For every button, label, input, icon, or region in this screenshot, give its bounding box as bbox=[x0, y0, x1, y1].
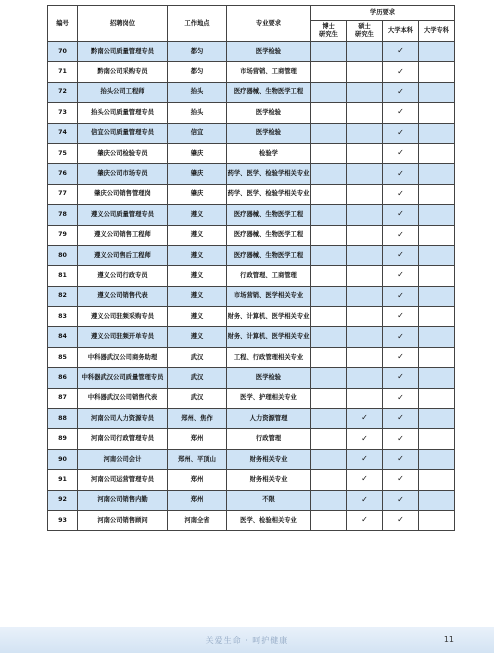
table-row bbox=[48, 103, 455, 123]
table-row bbox=[48, 307, 455, 327]
row-major: 检验学 bbox=[227, 143, 311, 163]
row-num: 92 bbox=[48, 490, 78, 510]
row-position: 中科器武汉公司销售代表 bbox=[78, 388, 168, 408]
row-major: 财务、计算机、医学相关专业 bbox=[227, 327, 311, 347]
table-row bbox=[48, 123, 455, 143]
edu-college-cell bbox=[419, 266, 455, 286]
row-location: 遵义 bbox=[168, 225, 227, 245]
table-row bbox=[48, 388, 455, 408]
check-icon: ✓ bbox=[361, 454, 368, 463]
recruitment-table-container bbox=[47, 5, 454, 531]
row-location: 遵义 bbox=[168, 286, 227, 306]
row-num: 76 bbox=[48, 164, 78, 184]
edu-college-cell bbox=[419, 42, 455, 62]
row-position: 抬头公司质量管理专员 bbox=[78, 103, 168, 123]
row-num: 88 bbox=[48, 409, 78, 429]
edu-phd-cell bbox=[311, 225, 347, 245]
header-num: 编号 bbox=[48, 6, 78, 42]
edu-phd-cell bbox=[311, 286, 347, 306]
header-education: 学历要求 bbox=[311, 6, 455, 21]
check-icon: ✓ bbox=[397, 188, 404, 198]
edu-phd-cell bbox=[311, 62, 347, 82]
row-position: 遵义公司销售代表 bbox=[78, 286, 168, 306]
edu-bachelor-cell bbox=[383, 368, 419, 388]
check-icon: ✓ bbox=[397, 209, 404, 219]
row-position: 黔南公司质量管理专员 bbox=[78, 42, 168, 62]
edu-master-cell bbox=[347, 429, 383, 449]
table-row bbox=[48, 347, 455, 367]
edu-college-cell bbox=[419, 409, 455, 429]
row-location: 都匀 bbox=[168, 42, 227, 62]
edu-master-cell bbox=[347, 205, 383, 225]
check-icon: ✓ bbox=[397, 229, 404, 239]
check-icon: ✓ bbox=[397, 168, 404, 178]
edu-master-cell bbox=[347, 347, 383, 367]
row-position: 中科器武汉公司商务助理 bbox=[78, 347, 168, 367]
row-num: 78 bbox=[48, 205, 78, 225]
row-location: 抬头 bbox=[168, 82, 227, 102]
table-row bbox=[48, 510, 455, 530]
table-row bbox=[48, 449, 455, 469]
edu-bachelor-cell bbox=[383, 409, 419, 429]
edu-master-cell bbox=[347, 103, 383, 123]
row-location: 武汉 bbox=[168, 388, 227, 408]
row-num: 74 bbox=[48, 123, 78, 143]
table-row bbox=[48, 490, 455, 510]
edu-college-cell bbox=[419, 123, 455, 143]
row-location: 遵义 bbox=[168, 245, 227, 265]
edu-college-cell bbox=[419, 368, 455, 388]
row-position: 遵义公司驻频采购专员 bbox=[78, 307, 168, 327]
check-icon: ✓ bbox=[397, 474, 404, 484]
edu-master-cell bbox=[347, 510, 383, 530]
table-row bbox=[48, 143, 455, 163]
table-row bbox=[48, 368, 455, 388]
row-major: 医学、护理相关专业 bbox=[227, 388, 311, 408]
row-num: 73 bbox=[48, 103, 78, 123]
row-position: 黔南公司采购专员 bbox=[78, 62, 168, 82]
header-major: 专业要求 bbox=[227, 6, 311, 42]
row-location: 武汉 bbox=[168, 368, 227, 388]
row-position: 信宜公司质量管理专员 bbox=[78, 123, 168, 143]
row-num: 83 bbox=[48, 307, 78, 327]
check-icon: ✓ bbox=[361, 474, 368, 484]
edu-phd-cell bbox=[311, 164, 347, 184]
check-icon: ✓ bbox=[361, 433, 368, 443]
edu-master-cell bbox=[347, 245, 383, 265]
edu-bachelor-cell bbox=[383, 490, 419, 510]
edu-college-cell bbox=[419, 103, 455, 123]
check-icon: ✓ bbox=[397, 290, 404, 300]
edu-college-cell bbox=[419, 225, 455, 245]
edu-college-cell bbox=[419, 184, 455, 204]
row-num: 79 bbox=[48, 225, 78, 245]
table-row bbox=[48, 286, 455, 306]
row-num: 89 bbox=[48, 429, 78, 449]
edu-phd-cell bbox=[311, 449, 347, 469]
row-major: 行政管理、工商管理 bbox=[227, 266, 311, 286]
row-major: 财务相关专业 bbox=[227, 449, 311, 469]
row-num: 77 bbox=[48, 184, 78, 204]
row-location: 遵义 bbox=[168, 307, 227, 327]
edu-bachelor-cell bbox=[383, 82, 419, 102]
edu-bachelor-cell bbox=[383, 510, 419, 530]
row-position: 中科器武汉公司质量管理专员 bbox=[78, 368, 168, 388]
header-edu-bachelor: 大学本科 bbox=[383, 21, 419, 42]
check-icon: ✓ bbox=[397, 454, 404, 463]
table-row bbox=[48, 409, 455, 429]
edu-phd-cell bbox=[311, 42, 347, 62]
edu-phd-cell bbox=[311, 510, 347, 530]
edu-bachelor-cell bbox=[383, 123, 419, 143]
row-major: 工程、行政管理相关专业 bbox=[227, 347, 311, 367]
check-icon: ✓ bbox=[397, 86, 404, 96]
row-location: 信宜 bbox=[168, 123, 227, 143]
row-location: 遵义 bbox=[168, 266, 227, 286]
row-location: 肇庆 bbox=[168, 143, 227, 163]
row-major: 市场营销、工商管理 bbox=[227, 62, 311, 82]
edu-phd-cell bbox=[311, 409, 347, 429]
check-icon: ✓ bbox=[397, 66, 404, 76]
edu-college-cell bbox=[419, 490, 455, 510]
edu-master-cell bbox=[347, 449, 383, 469]
row-location: 抬头 bbox=[168, 103, 227, 123]
edu-bachelor-cell bbox=[383, 103, 419, 123]
check-icon: ✓ bbox=[361, 413, 368, 423]
row-major: 医疗器械、生物医学工程 bbox=[227, 205, 311, 225]
table-row bbox=[48, 42, 455, 62]
row-num: 85 bbox=[48, 347, 78, 367]
check-icon: ✓ bbox=[397, 148, 404, 158]
row-location: 肇庆 bbox=[168, 164, 227, 184]
row-num: 93 bbox=[48, 510, 78, 530]
row-position: 肇庆公司检验专员 bbox=[78, 143, 168, 163]
row-major: 药学、医学、检验学相关专业 bbox=[227, 184, 311, 204]
row-position: 遵义公司行政专员 bbox=[78, 266, 168, 286]
row-position: 抬头公司工程师 bbox=[78, 82, 168, 102]
row-major: 医学检验 bbox=[227, 42, 311, 62]
edu-college-cell bbox=[419, 510, 455, 530]
edu-master-cell bbox=[347, 286, 383, 306]
edu-college-cell bbox=[419, 62, 455, 82]
edu-phd-cell bbox=[311, 143, 347, 163]
edu-master-cell bbox=[347, 470, 383, 490]
edu-bachelor-cell bbox=[383, 470, 419, 490]
row-location: 郑州 bbox=[168, 429, 227, 449]
edu-bachelor-cell bbox=[383, 347, 419, 367]
edu-master-cell bbox=[347, 82, 383, 102]
edu-master-cell bbox=[347, 409, 383, 429]
table-row bbox=[48, 245, 455, 265]
edu-bachelor-cell bbox=[383, 429, 419, 449]
edu-college-cell bbox=[419, 164, 455, 184]
row-position: 河南公司运营管理专员 bbox=[78, 470, 168, 490]
edu-master-cell bbox=[347, 42, 383, 62]
row-location: 遵义 bbox=[168, 205, 227, 225]
check-icon: ✓ bbox=[361, 494, 368, 504]
row-num: 82 bbox=[48, 286, 78, 306]
row-major: 市场营销、医学相关专业 bbox=[227, 286, 311, 306]
edu-bachelor-cell bbox=[383, 307, 419, 327]
row-num: 75 bbox=[48, 143, 78, 163]
edu-master-cell bbox=[347, 327, 383, 347]
edu-phd-cell bbox=[311, 429, 347, 449]
check-icon: ✓ bbox=[361, 515, 368, 525]
row-major: 财务、计算机、医学相关专业 bbox=[227, 307, 311, 327]
table-row bbox=[48, 470, 455, 490]
table-row bbox=[48, 205, 455, 225]
row-major: 行政管理 bbox=[227, 429, 311, 449]
check-icon: ✓ bbox=[397, 270, 404, 280]
row-major: 医疗器械、生物医学工程 bbox=[227, 245, 311, 265]
edu-master-cell bbox=[347, 164, 383, 184]
row-position: 河南公司人力资源专员 bbox=[78, 409, 168, 429]
row-major: 不限 bbox=[227, 490, 311, 510]
row-major: 医学检验 bbox=[227, 103, 311, 123]
edu-college-cell bbox=[419, 143, 455, 163]
row-location: 遵义 bbox=[168, 327, 227, 347]
edu-phd-cell bbox=[311, 82, 347, 102]
edu-phd-cell bbox=[311, 327, 347, 347]
edu-bachelor-cell bbox=[383, 205, 419, 225]
row-num: 71 bbox=[48, 62, 78, 82]
edu-phd-cell bbox=[311, 123, 347, 143]
footer-slogan: 关爱生命 · 呵护健康 bbox=[205, 636, 289, 645]
edu-bachelor-cell bbox=[383, 266, 419, 286]
edu-college-cell bbox=[419, 205, 455, 225]
page-footer bbox=[0, 627, 494, 653]
edu-master-cell bbox=[347, 490, 383, 510]
edu-college-cell bbox=[419, 307, 455, 327]
check-icon: ✓ bbox=[397, 352, 404, 362]
edu-phd-cell bbox=[311, 307, 347, 327]
edu-master-cell bbox=[347, 388, 383, 408]
recruitment-table bbox=[47, 5, 455, 531]
edu-master-cell bbox=[347, 225, 383, 245]
edu-bachelor-cell bbox=[383, 225, 419, 245]
header-position: 招聘岗位 bbox=[78, 6, 168, 42]
row-num: 84 bbox=[48, 327, 78, 347]
row-major: 药学、医学、检验学相关专业 bbox=[227, 164, 311, 184]
row-location: 肇庆 bbox=[168, 184, 227, 204]
row-position: 遵义公司售后工程师 bbox=[78, 245, 168, 265]
edu-master-cell bbox=[347, 62, 383, 82]
edu-master-cell bbox=[347, 143, 383, 163]
check-icon: ✓ bbox=[397, 46, 404, 56]
check-icon: ✓ bbox=[397, 107, 404, 117]
row-num: 90 bbox=[48, 449, 78, 469]
page-number: 11 bbox=[443, 635, 454, 644]
edu-bachelor-cell bbox=[383, 184, 419, 204]
row-position: 河南公司销售顾问 bbox=[78, 510, 168, 530]
edu-phd-cell bbox=[311, 490, 347, 510]
table-row bbox=[48, 82, 455, 102]
edu-bachelor-cell bbox=[383, 42, 419, 62]
table-row bbox=[48, 184, 455, 204]
check-icon: ✓ bbox=[397, 372, 404, 382]
edu-phd-cell bbox=[311, 388, 347, 408]
row-position: 河南公司会计 bbox=[78, 449, 168, 469]
edu-college-cell bbox=[419, 388, 455, 408]
row-major: 医疗器械、生物医学工程 bbox=[227, 225, 311, 245]
check-icon: ✓ bbox=[397, 433, 404, 443]
row-num: 70 bbox=[48, 42, 78, 62]
header-edu-college: 大学专科 bbox=[419, 21, 455, 42]
edu-college-cell bbox=[419, 327, 455, 347]
check-icon: ✓ bbox=[397, 413, 404, 423]
table-row bbox=[48, 164, 455, 184]
edu-master-cell bbox=[347, 123, 383, 143]
edu-phd-cell bbox=[311, 368, 347, 388]
check-icon: ✓ bbox=[397, 515, 404, 525]
row-position: 遵义公司驻频开单专员 bbox=[78, 327, 168, 347]
edu-college-cell bbox=[419, 347, 455, 367]
row-position: 肇庆公司销售管理岗 bbox=[78, 184, 168, 204]
edu-bachelor-cell bbox=[383, 164, 419, 184]
row-num: 86 bbox=[48, 368, 78, 388]
edu-college-cell bbox=[419, 82, 455, 102]
edu-master-cell bbox=[347, 266, 383, 286]
row-position: 肇庆公司市场专员 bbox=[78, 164, 168, 184]
row-location: 河南全省 bbox=[168, 510, 227, 530]
table-row bbox=[48, 62, 455, 82]
edu-phd-cell bbox=[311, 347, 347, 367]
row-num: 91 bbox=[48, 470, 78, 490]
row-position: 遵义公司销售工程师 bbox=[78, 225, 168, 245]
table-row bbox=[48, 327, 455, 347]
row-location: 郑州、焦作 bbox=[168, 409, 227, 429]
row-num: 87 bbox=[48, 388, 78, 408]
edu-bachelor-cell bbox=[383, 327, 419, 347]
table-row bbox=[48, 266, 455, 286]
edu-bachelor-cell bbox=[383, 245, 419, 265]
row-major: 医疗器械、生物医学工程 bbox=[227, 82, 311, 102]
check-icon: ✓ bbox=[397, 127, 404, 137]
table-body bbox=[48, 42, 455, 531]
edu-bachelor-cell bbox=[383, 143, 419, 163]
row-position: 遵义公司质量管理专员 bbox=[78, 205, 168, 225]
row-num: 81 bbox=[48, 266, 78, 286]
edu-college-cell bbox=[419, 470, 455, 490]
row-major: 医学、检验相关专业 bbox=[227, 510, 311, 530]
row-num: 72 bbox=[48, 82, 78, 102]
edu-bachelor-cell bbox=[383, 62, 419, 82]
row-location: 武汉 bbox=[168, 347, 227, 367]
row-position: 河南公司行政管理专员 bbox=[78, 429, 168, 449]
edu-phd-cell bbox=[311, 266, 347, 286]
edu-phd-cell bbox=[311, 103, 347, 123]
check-icon: ✓ bbox=[397, 392, 404, 402]
edu-college-cell bbox=[419, 245, 455, 265]
check-icon: ✓ bbox=[397, 250, 404, 260]
row-position: 河南公司销售内勤 bbox=[78, 490, 168, 510]
edu-master-cell bbox=[347, 368, 383, 388]
edu-college-cell bbox=[419, 429, 455, 449]
row-major: 医学检验 bbox=[227, 123, 311, 143]
edu-phd-cell bbox=[311, 470, 347, 490]
edu-phd-cell bbox=[311, 245, 347, 265]
row-major: 财务相关专业 bbox=[227, 470, 311, 490]
header-location: 工作地点 bbox=[168, 6, 227, 42]
header-edu-phd: 博士 研究生 bbox=[311, 21, 347, 42]
row-location: 郑州、平顶山 bbox=[168, 449, 227, 469]
edu-college-cell bbox=[419, 286, 455, 306]
row-major: 医学检验 bbox=[227, 368, 311, 388]
edu-phd-cell bbox=[311, 184, 347, 204]
edu-master-cell bbox=[347, 307, 383, 327]
edu-bachelor-cell bbox=[383, 286, 419, 306]
row-location: 都匀 bbox=[168, 62, 227, 82]
edu-phd-cell bbox=[311, 205, 347, 225]
row-major: 人力资源管理 bbox=[227, 409, 311, 429]
edu-college-cell bbox=[419, 449, 455, 469]
table-row bbox=[48, 225, 455, 245]
check-icon: ✓ bbox=[397, 331, 404, 341]
header-edu-master: 硕士 研究生 bbox=[347, 21, 383, 42]
row-num: 80 bbox=[48, 245, 78, 265]
check-icon: ✓ bbox=[397, 311, 404, 321]
row-location: 郑州 bbox=[168, 490, 227, 510]
edu-bachelor-cell bbox=[383, 449, 419, 469]
row-location: 郑州 bbox=[168, 470, 227, 490]
table-row bbox=[48, 429, 455, 449]
check-icon: ✓ bbox=[397, 494, 404, 504]
edu-master-cell bbox=[347, 184, 383, 204]
edu-bachelor-cell bbox=[383, 388, 419, 408]
